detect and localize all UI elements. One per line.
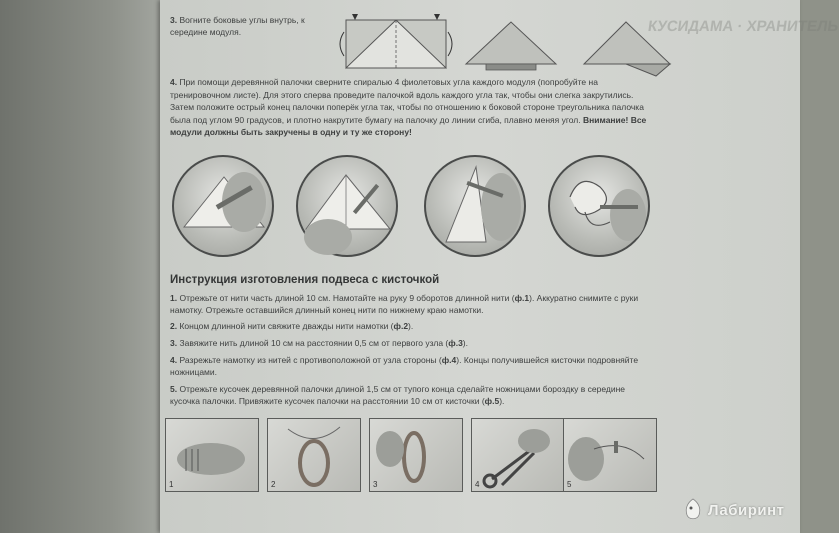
instruction-5-number: 5. <box>170 384 178 394</box>
instruction-4-text: Разрежьте намотку из нитей с противоположной от узла стороны ( <box>179 355 442 365</box>
instruction-2-number: 2. <box>170 321 178 331</box>
instruction-4-after: ). Концы получившейся кисточки подровняйте ножницами. <box>170 355 639 377</box>
instruction-1 <box>170 292 645 316</box>
stick-piece <box>614 441 618 453</box>
step-3-number: 3. <box>170 15 178 25</box>
triangle-module-1-base <box>486 64 536 70</box>
hand-shape <box>518 429 550 453</box>
instruction-4 <box>170 354 645 378</box>
labirint-logo-icon <box>682 497 704 523</box>
hand-shape <box>481 173 521 241</box>
fold-arrow-right <box>448 32 452 56</box>
thread-loop <box>300 441 328 485</box>
scissors-shape <box>492 449 534 485</box>
instruction-2-text: Концом длинной нити свяжите дважды нити намотки ( <box>179 321 394 331</box>
photo-4-number: 4 <box>475 480 480 489</box>
scissors-handle <box>484 475 496 487</box>
triangle-module-2 <box>584 22 670 64</box>
labirint-watermark <box>682 497 785 523</box>
step-4-illustrations <box>170 155 640 255</box>
instruction-1-after: ). Аккуратно снимите с руки намотку. Отрежьте оставшийся длинный конец нити по нижнему краю намотки. <box>170 293 639 315</box>
step-4-warning: Внимание! Все модули должны быть закручены в одну и ту же сторону! <box>170 114 647 137</box>
instruction-2-after: ). <box>408 321 414 331</box>
photo-2-number: 2 <box>271 480 276 489</box>
stick-shape <box>600 205 638 209</box>
triangle-module-2-flap <box>626 64 670 76</box>
tassel-photos <box>165 418 645 493</box>
hand-shape <box>610 189 646 241</box>
hand-shape <box>304 219 352 255</box>
step-4-text: При помощи деревянной палочки сверните спиралью 4 фиолетовых угла каждого модуля (попробуйте на тренировочном листе). Для этого сперва проведите палочкой вдоль каждого угла так, чтобы они слегка закрутились. Затем положите острый конец палочки поперёк угла так, чтобы по отношению к боковой стороне треугольника палочка была под углом 90 градусов, и плотно накрутите бумагу на палочку до линии сгиба, плавно меняя угол. <box>170 77 644 125</box>
triangle-module-1 <box>466 22 556 64</box>
arrow-marker-top-right <box>434 14 440 20</box>
hand-shape <box>177 443 245 475</box>
watermark-label: Лабиринт <box>708 501 785 519</box>
step-4-number: 4. <box>170 77 178 87</box>
instruction-3-text: Завяжите нить длиной 10 см на расстоянии 0,5 см от первого узла ( <box>179 338 449 348</box>
instruction-4-number: 4. <box>170 355 178 365</box>
instruction-1-number: 1. <box>170 293 178 303</box>
instruction-5-ref: ф.5 <box>484 396 500 406</box>
instruction-3-number: 3. <box>170 338 178 348</box>
photo-1 <box>165 418 259 492</box>
instruction-4-ref: ф.4 <box>441 355 457 365</box>
ghost-header-text: КУСИДАМА · ХРАНИТЕЛЬ <box>646 18 839 35</box>
paper-spiral <box>570 181 606 214</box>
instruction-5 <box>170 383 645 407</box>
illustration-circle-4 <box>548 155 650 257</box>
instruction-1-text: Отрежьте от нити часть длиной 10 см. Намотайте на руку 9 оборотов длинной нити ( <box>179 293 515 303</box>
thread-loop <box>404 433 424 481</box>
photo-5 <box>563 418 657 492</box>
instruction-2-ref: ф.2 <box>393 321 409 331</box>
photo-4 <box>471 418 565 492</box>
instruction-3-ref: ф.3 <box>448 338 463 348</box>
instruction-2 <box>170 320 645 332</box>
photo-3 <box>369 418 463 492</box>
illustration-circle-1 <box>172 155 274 257</box>
instruction-5-after: ). <box>499 396 505 406</box>
hand-shape <box>568 437 604 481</box>
step-3-text: Вогните боковые углы внутрь, к середине модуля. <box>170 15 305 37</box>
instruction-3-after: ). <box>462 338 468 348</box>
step-3-diagram <box>336 12 776 78</box>
paper-curl <box>446 167 486 242</box>
instruction-1-ref: ф.1 <box>514 293 530 303</box>
photo-2 <box>267 418 361 492</box>
photo-3-number: 3 <box>373 480 378 489</box>
photo-1-number: 1 <box>169 480 174 489</box>
illustration-circle-3 <box>424 155 526 257</box>
hand-shape <box>376 431 404 467</box>
instruction-5-text: Отрежьте кусочек деревянной палочки длиной 1,5 см от тупого конца сделайте ножницами бороздку в середине кусочка палочки. Привяжите кусочек палочки на расстоянии 10 см от кисточки ( <box>170 384 626 406</box>
step-3 <box>170 14 340 38</box>
arrow-marker-top-left <box>352 14 358 20</box>
fold-arrow-left <box>340 32 344 56</box>
instruction-3 <box>170 337 645 349</box>
step-4 <box>170 76 650 139</box>
background-surface <box>0 0 160 533</box>
thread-line <box>288 427 340 439</box>
illustration-circle-2 <box>296 155 398 257</box>
section-title: Инструкция изготовления подвеса с кисточкой <box>170 274 440 286</box>
photo-5-number: 5 <box>567 480 572 489</box>
